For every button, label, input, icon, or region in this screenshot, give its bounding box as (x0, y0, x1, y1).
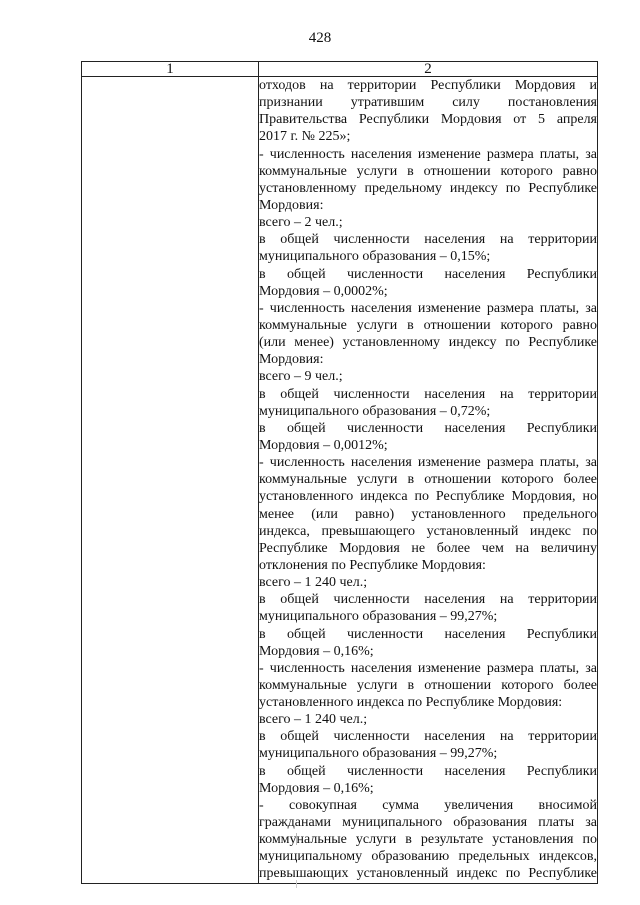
text-line: индекса, превышающего установленный индекс по (259, 523, 597, 539)
text-line: коммунальные услуги в отношении которого равно (259, 317, 597, 333)
text-line: Мордовия: (259, 197, 324, 213)
text-line: в общей численности населения Республики (259, 763, 597, 779)
text-line: коммунальные услуги в отношении которого более (259, 677, 597, 693)
text-line: - численность населения изменение размера платы, за (259, 300, 597, 316)
scan-mark (296, 833, 299, 845)
text-line: Республике Мордовия не более чем на величину (259, 540, 597, 556)
text-line: 2017 г. № 225»; (259, 129, 351, 145)
column-header-2: 2 (259, 62, 598, 77)
text-line: всего – 9 чел.; (259, 369, 343, 385)
text-line: установленного индекса по Республике Мордовия, но (259, 489, 597, 505)
text-line: муниципального образования – 99,27%; (259, 609, 498, 625)
table-row (82, 77, 598, 884)
text-line: в общей численности населения Республики (259, 266, 597, 282)
text-line: муниципального образования – 0,15%; (259, 249, 491, 265)
scan-mark (296, 880, 299, 888)
text-line: гражданами муниципального образования платы за (259, 815, 597, 831)
text-line: превышающих установленный индекс по Республике (259, 866, 597, 882)
table-header-row (82, 62, 598, 77)
text-line: - численность населения изменение размера платы, за (259, 146, 597, 162)
text-line: всего – 1 240 чел.; (259, 712, 368, 728)
text-line: в общей численности населения на территории (259, 232, 597, 248)
text-line: признании утратившим силу постановления (259, 95, 597, 111)
text-line: Мордовия – 0,16%; (259, 780, 374, 796)
text-line: в общей численности населения Республики (259, 626, 597, 642)
text-line: в общей численности населения Республики (259, 420, 597, 436)
text-line: коммунальные услуги в отношении которого равно (259, 163, 597, 179)
text-line: коммунальные услуги в отношении которого более (259, 472, 597, 488)
text-line: Мордовия – 0,16%; (259, 643, 374, 659)
text-line: Мордовия: (259, 352, 324, 368)
text-line: муниципального образования – 99,27%; (259, 746, 498, 762)
text-line: в общей численности населения на территории (259, 386, 597, 402)
text-line: (или менее) установленному индексу по Республике (259, 335, 597, 351)
text-line: установленному предельному индексу по Республике (259, 180, 597, 196)
document-table (81, 61, 598, 884)
text-line: коммунальные услуги в результате установления по (259, 832, 597, 848)
column-1-cell (82, 77, 259, 884)
text-line: всего – 2 чел.; (259, 215, 343, 231)
text-line: всего – 1 240 чел.; (259, 575, 368, 591)
text-line: - численность населения изменение размера платы, за (259, 455, 597, 471)
text-line: установленного индекса по Республике Мордовия: (259, 695, 563, 711)
page-number: 428 (308, 30, 332, 46)
text-line: Правительства Республики Мордовия от 5 апреля (259, 112, 597, 128)
text-line: - численность населения изменение размера платы, за (259, 660, 597, 676)
column-2-cell (259, 77, 598, 884)
text-line: отклонения по Республике Мордовия: (259, 557, 486, 573)
text-line: муниципальному образованию предельных индексов, (259, 849, 597, 865)
text-line: в общей численности населения на территории (259, 729, 597, 745)
text-line: муниципального образования – 0,72%; (259, 403, 491, 419)
text-line: - совокупная сумма увеличения вносимой (259, 797, 597, 813)
text-line: Мордовия – 0,0002%; (259, 283, 388, 299)
text-line: Мордовия – 0,0012%; (259, 437, 388, 453)
column-header-1: 1 (82, 62, 259, 77)
text-line: менее (или равно) установленного предельного (259, 506, 597, 522)
text-line: отходов на территории Республики Мордовия и (259, 78, 597, 93)
text-line: в общей численности населения на территории (259, 592, 597, 608)
